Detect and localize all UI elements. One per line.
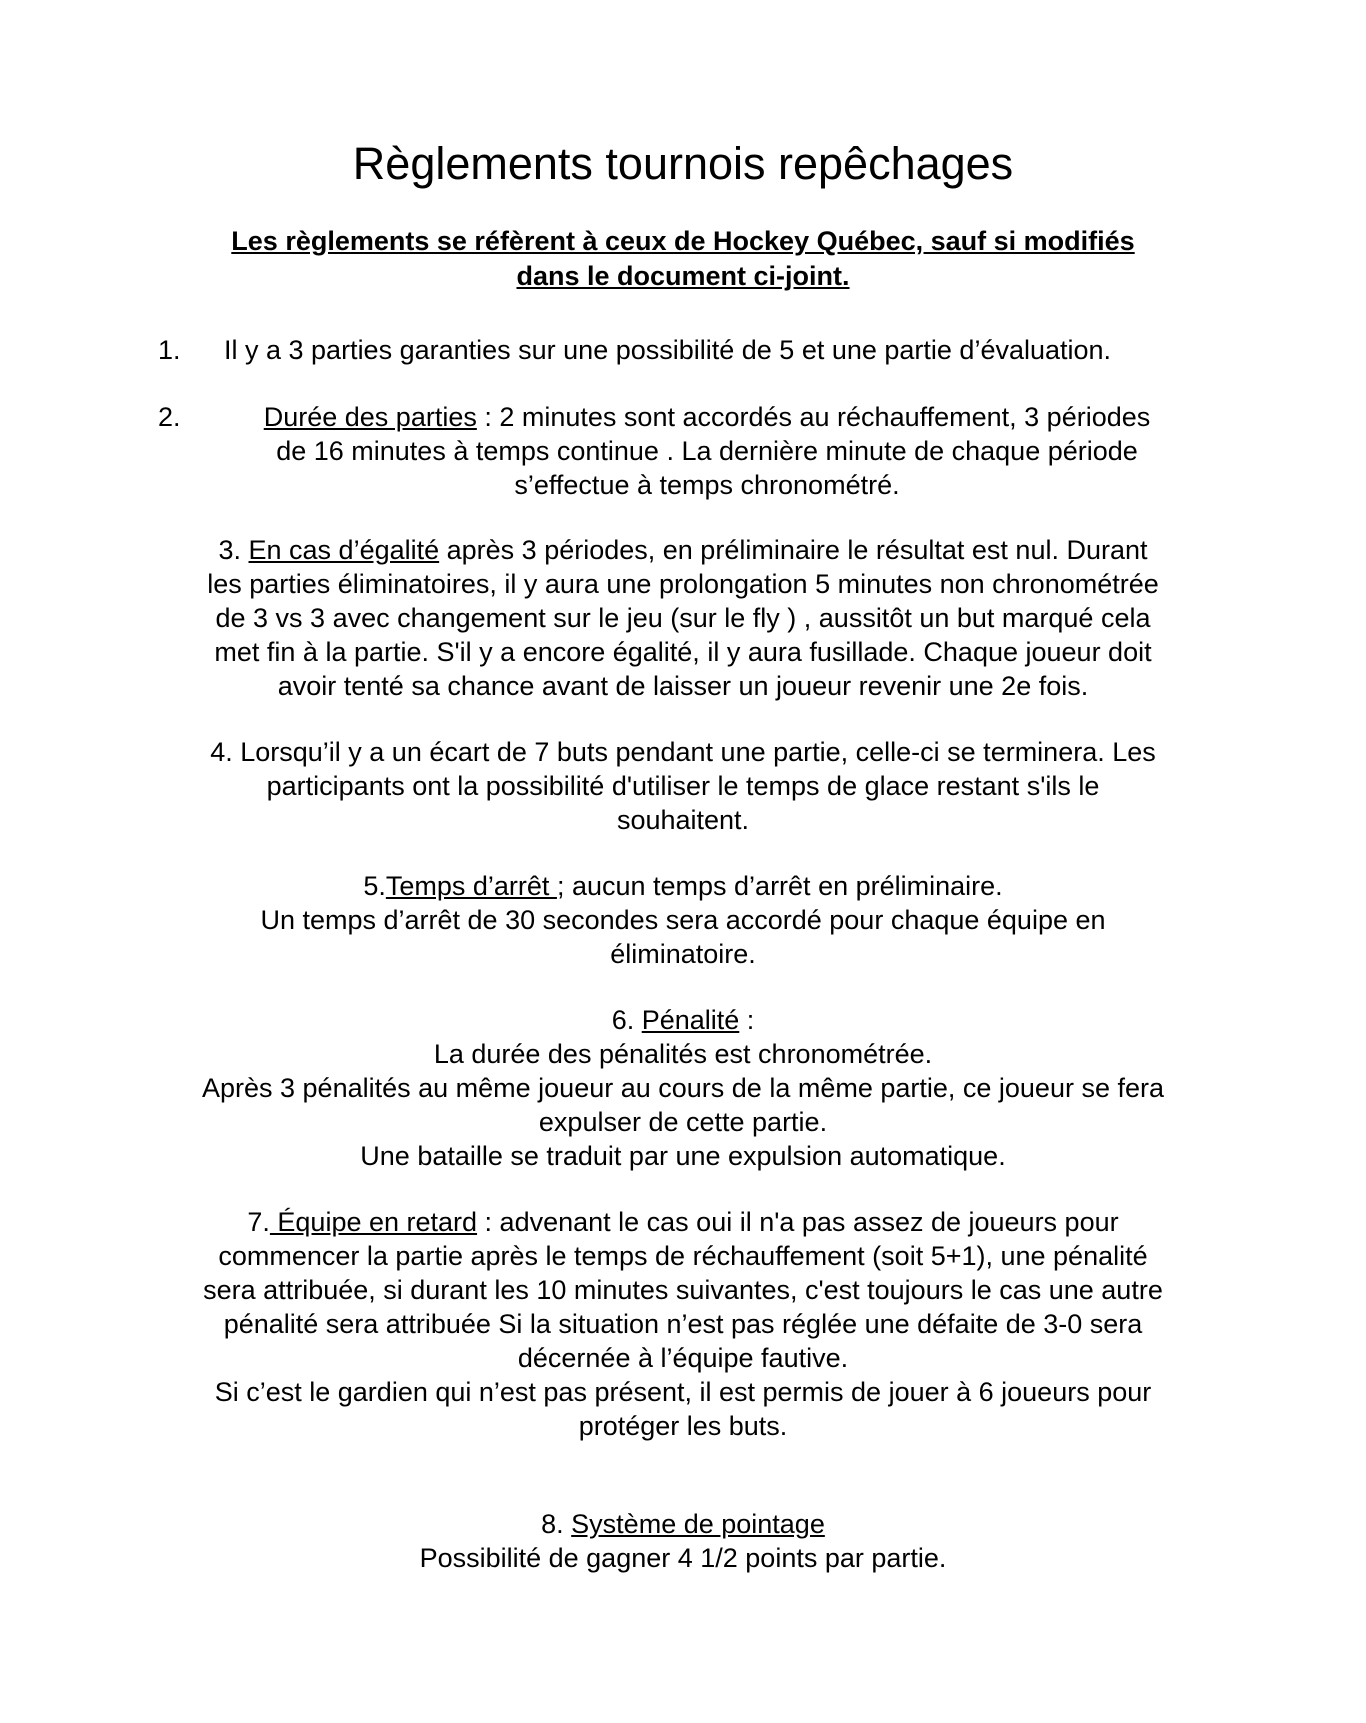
rule-6 <box>153 1003 1213 1173</box>
rule-3 <box>153 533 1213 703</box>
rule-5 <box>153 869 1213 971</box>
rule-1-text: Il y a 3 parties garanties sur une possibilité de 5 et une partie d’évaluation. <box>224 335 1112 365</box>
rule-6-heading: Pénalité <box>641 1005 740 1035</box>
rule-6-number: 6. <box>611 1005 642 1035</box>
rule-6-line-4: expulser de cette partie. <box>538 1107 828 1137</box>
rule-7-number: 7. <box>247 1207 270 1237</box>
rule-8-heading: Système de pointage <box>571 1509 825 1539</box>
rule-6-line-2: La durée des pénalités est chronométrée. <box>433 1039 933 1069</box>
rule-5-heading: Temps d’arrêt <box>385 871 557 901</box>
rule-7-line-4: pénalité sera attribuée Si la situation n’est pas réglée une défaite de 3-0 sera <box>223 1309 1143 1339</box>
rule-6-line-3: Après 3 pénalités au même joueur au cours de la même partie, ce joueur se fera <box>201 1073 1165 1103</box>
rule-8-line-2: Possibilité de gagner 4 1/2 points par partie. <box>419 1543 947 1573</box>
rule-4 <box>153 735 1213 837</box>
rule-7-line-6: Si c’est le gardien qui n’est pas présent, il est permis de jouer à 6 joueurs pour <box>214 1377 1152 1407</box>
rule-8 <box>153 1507 1213 1575</box>
rule-3-line-2: les parties éliminatoires, il y aura une prolongation 5 minutes non chronométrée <box>207 569 1159 599</box>
document-title: Règlements tournois repêchages <box>352 138 1014 189</box>
document-subtitle <box>180 224 1186 294</box>
rule-8-line-1 <box>153 1507 1213 1541</box>
rule-2-body <box>224 400 1190 502</box>
rule-4-line-2: participants ont la possibilité d'utiliser le temps de glace restant s'ils le <box>266 771 1100 801</box>
rule-6-line-1-text: : <box>739 1005 755 1035</box>
rule-7-line-1 <box>153 1205 1213 1239</box>
rule-3-line-1-text: après 3 périodes, en préliminaire le résultat est nul. Durant <box>439 535 1148 565</box>
rule-5-line-2: Un temps d’arrêt de 30 secondes sera accordé pour chaque équipe en <box>260 905 1106 935</box>
rule-3-number: 3. <box>218 535 249 565</box>
rule-2-line-3: s’effectue à temps chronométré. <box>514 470 900 500</box>
rule-3-heading: En cas d’égalité <box>248 535 440 565</box>
rule-4-line-1: 4. Lorsqu’il y a un écart de 7 buts pendant une partie, celle-ci se terminera. Les <box>210 737 1156 767</box>
rule-8-number: 8. <box>541 1509 572 1539</box>
rule-7-line-1-text: : advenant le cas oui il n'a pas assez de joueurs pour <box>477 1207 1119 1237</box>
rule-3-line-5: avoir tenté sa chance avant de laisser un joueur revenir une 2e fois. <box>277 671 1089 701</box>
rule-7-line-5: décernée à l’équipe fautive. <box>517 1343 849 1373</box>
rule-2-heading: Durée des parties <box>263 402 477 432</box>
rule-5-line-1 <box>153 869 1213 903</box>
rule-7-heading: Équipe en retard <box>269 1207 478 1237</box>
rule-2-number: 2. <box>158 402 181 432</box>
rule-2-line-1 <box>224 400 1190 434</box>
rule-7 <box>153 1205 1213 1443</box>
subtitle-line-1: Les règlements se réfèrent à ceux de Hockey Québec, sauf si modifiés <box>231 226 1135 256</box>
rule-4-line-3: souhaitent. <box>616 805 750 835</box>
rule-5-number: 5. <box>363 871 386 901</box>
rule-5-line-3: éliminatoire. <box>610 939 756 969</box>
rule-7-line-2: commencer la partie après le temps de réchauffement (soit 5+1), une pénalité <box>218 1241 1148 1271</box>
rule-2-line-2: de 16 minutes à temps continue . La dernière minute de chaque période <box>276 436 1138 466</box>
subtitle-line-2: dans le document ci-joint. <box>516 261 850 291</box>
rule-6-line-1 <box>153 1003 1213 1037</box>
rule-7-line-7: protéger les buts. <box>578 1411 788 1441</box>
rule-2-line-1-text: : 2 minutes sont accordés au réchauffement, 3 périodes <box>476 402 1151 432</box>
rule-3-line-4: met fin à la partie. S'il y a encore égalité, il y aura fusillade. Chaque joueur doit <box>214 637 1152 667</box>
rule-1-number: 1. <box>158 335 181 365</box>
rule-6-line-5: Une bataille se traduit par une expulsion automatique. <box>360 1141 1006 1171</box>
rule-5-line-1-text: ; aucun temps d’arrêt en préliminaire. <box>556 871 1003 901</box>
rule-7-line-3: sera attribuée, si durant les 10 minutes suivantes, c'est toujours le cas une autre <box>203 1275 1163 1305</box>
rule-3-line-3: de 3 vs 3 avec changement sur le jeu (sur le fly ) , aussitôt un but marqué cela <box>215 603 1151 633</box>
rule-3-line-1 <box>153 533 1213 567</box>
